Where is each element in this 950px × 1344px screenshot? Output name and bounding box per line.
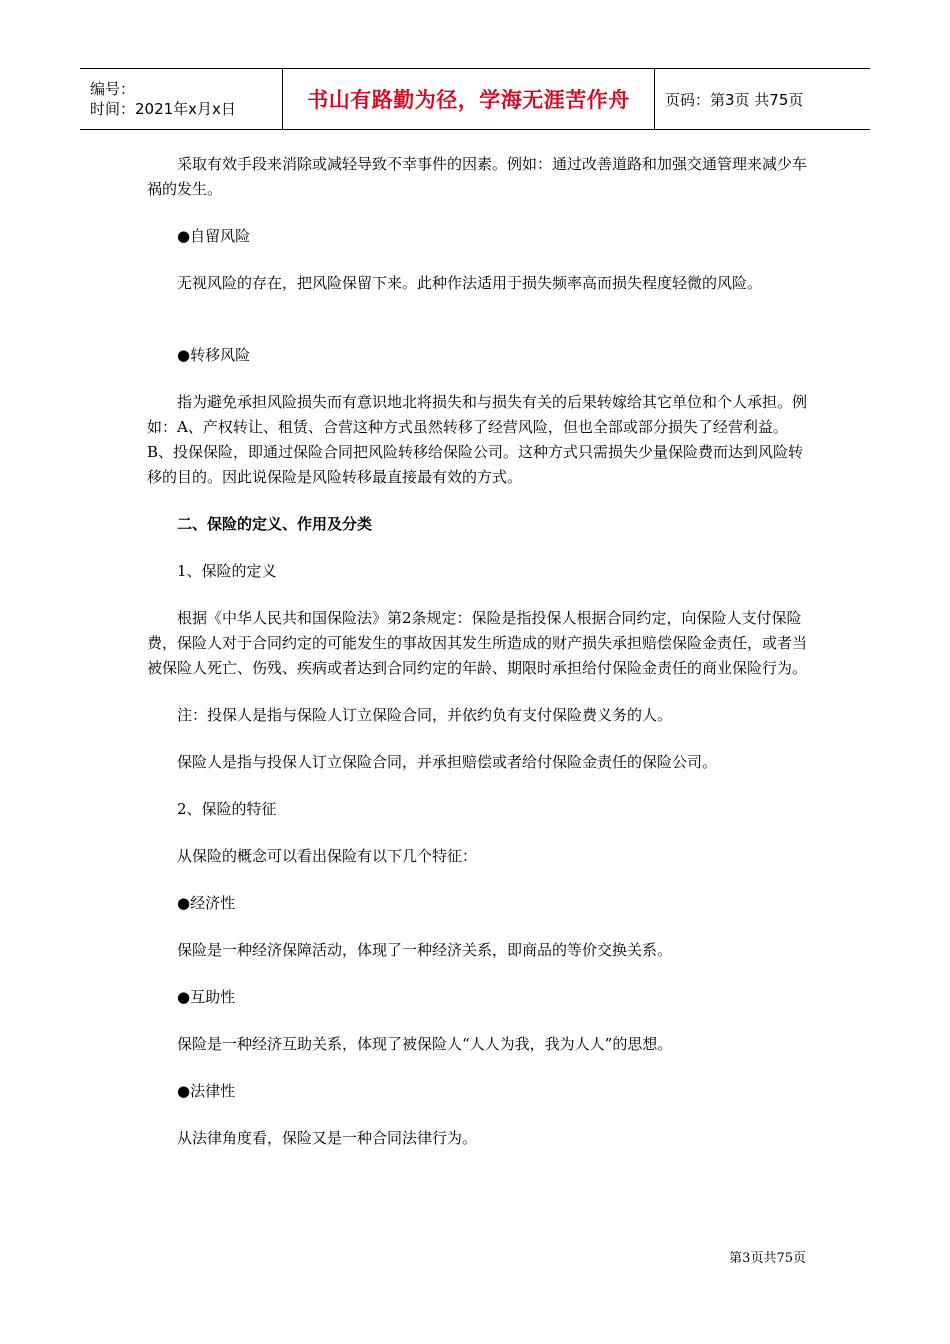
document-body [147,152,807,1151]
paragraph: 根据《中华人民共和国保险法》第2条规定：保险是指投保人根据合同约定，向保险人支付保险费，保险人对于合同约定的可能发生的事故因其发生所造成的财产损失承担赔偿保险金责任，或者当被保险人死亡、伤残、疾病或者达到合同约定的年龄、期限时承担给付保险金责任的商业保险行为。 [147,609,808,677]
page-footer: 第3页共75页 [729,1251,806,1266]
bullet-heading: ●自留风险 [177,227,251,245]
paragraph: 注：投保人是指与保险人订立保险合同，并依约负有支付保险费义务的人。 [177,706,673,724]
document-number: 编号： [90,80,136,98]
paragraph: 保险是一种经济互助关系，体现了被保险人“人人为我，我为人人”的思想。 [177,1035,673,1053]
header-meta [80,69,282,129]
header-motto-cell [282,69,655,129]
paragraph: 采取有效手段来消除或减轻导致不幸事件的因素。例如：通过改善道路和加强交通管理来减少车祸的发生。 [147,155,808,198]
subsection-heading: 2、保险的特征 [177,800,277,818]
paragraph: 保险是一种经济保障活动，体现了一种经济关系，即商品的等价交换关系。 [177,941,673,959]
paragraph: 保险人是指与投保人订立保险合同，并承担赔偿或者给付保险金责任的保险公司。 [177,753,718,771]
paragraph: 从保险的概念可以看出保险有以下几个特征： [177,847,478,865]
bullet-heading: ●转移风险 [177,346,251,364]
section-heading: 二、保险的定义、作用及分类 [177,515,373,533]
bullet-heading: ●法律性 [177,1082,236,1100]
subsection-heading: 1、保险的定义 [177,562,277,580]
document-date: 时间：2021年x月x日 [90,100,236,118]
header-motto: 书山有路勤为径，学海无涯苦作舟 [307,88,630,112]
header-page-info: 页码：第3页 共75页 [665,90,804,109]
paragraph: 指为避免承担风险损失而有意识地北将损失和与损失有关的后果转嫁给其它单位和个人承担。例如：A、产权转让、租赁、合营这种方式虽然转移了经营风险，但也全部或部分损失了经营利益。B、投保保险，即通过保险合同把风险转移给保险公司。这种方式只需损失少量保险费而达到风险转移的目的。因此说保险是风险转移最直接最有效的方式。 [147,393,808,486]
page-header [80,68,870,130]
paragraph: 从法律角度看，保险又是一种合同法律行为。 [177,1129,478,1147]
bullet-heading: ●互助性 [177,988,236,1006]
bullet-heading: ●经济性 [177,894,236,912]
paragraph: 无视风险的存在，把风险保留下来。此种作法适用于损失频率高而损失程度轻微的风险。 [177,274,763,292]
